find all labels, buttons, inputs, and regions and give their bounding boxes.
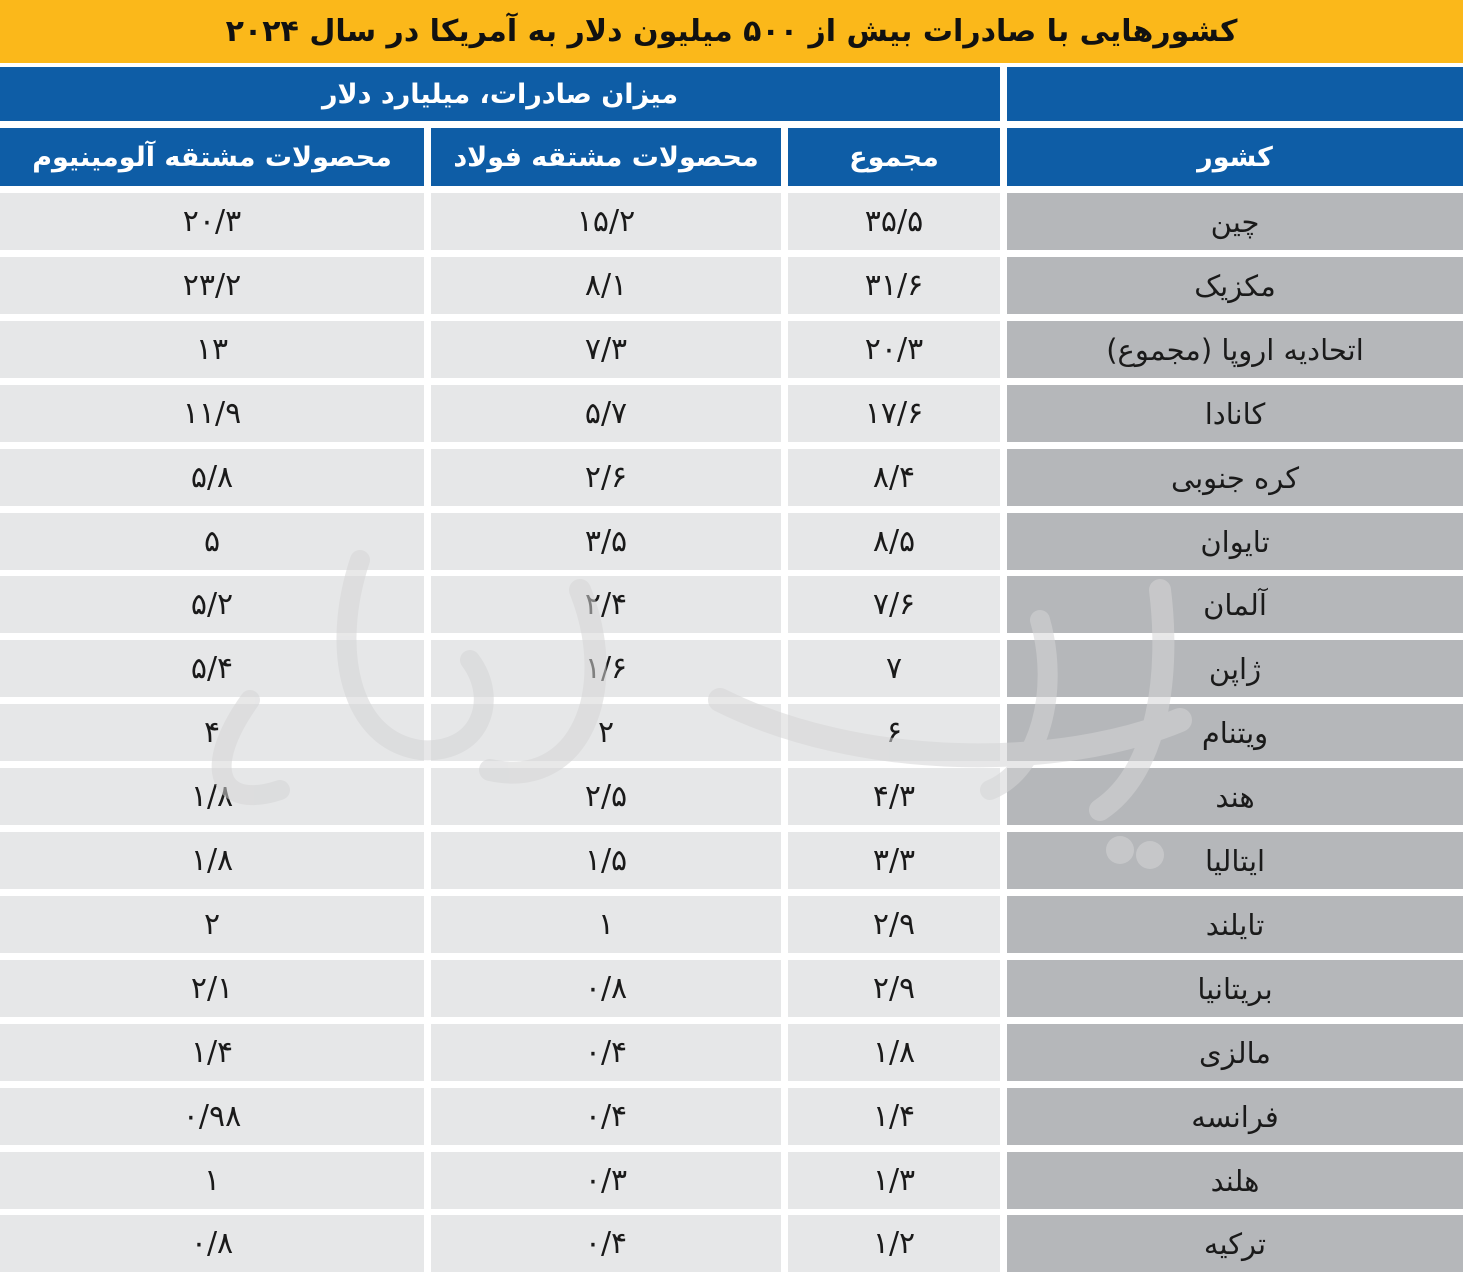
cell-aluminum: ۰/۹۸: [0, 1088, 424, 1145]
cell-steel: ۰/۴: [431, 1215, 781, 1272]
cell-total: ۳/۳: [788, 832, 1000, 889]
cell-country: تایوان: [1007, 513, 1463, 570]
cell-steel: ۲/۵: [431, 768, 781, 825]
cell-country: کره جنوبی: [1007, 449, 1463, 506]
cell-aluminum: ۱۱/۹: [0, 385, 424, 442]
cell-total: ۶: [788, 704, 1000, 761]
cell-total: ۴/۳: [788, 768, 1000, 825]
cell-steel: ۳/۵: [431, 513, 781, 570]
cell-steel: ۰/۴: [431, 1088, 781, 1145]
cell-country: اتحادیه اروپا (مجموع): [1007, 321, 1463, 378]
cell-aluminum: ۲۰/۳: [0, 193, 424, 250]
cell-total: ۸/۴: [788, 449, 1000, 506]
cell-total: ۲۰/۳: [788, 321, 1000, 378]
title-bar: [0, 0, 1463, 63]
cell-aluminum: ۴: [0, 704, 424, 761]
cell-total: ۲/۹: [788, 960, 1000, 1017]
table-title: کشورهایی با صادرات بیش از ۵۰۰ میلیون دلار به آمریکا در سال ۲۰۲۴: [225, 14, 1238, 49]
cell-aluminum: ۱/۸: [0, 768, 424, 825]
cell-steel: ۰/۴: [431, 1024, 781, 1081]
cell-aluminum: ۲/۱: [0, 960, 424, 1017]
cell-country: مکزیک: [1007, 257, 1463, 314]
cell-country: هند: [1007, 768, 1463, 825]
col-header-aluminum: محصولات مشتقه آلومینیوم: [0, 128, 424, 186]
cell-total: ۷: [788, 640, 1000, 697]
cell-country: بریتانیا: [1007, 960, 1463, 1017]
col-header-steel: محصولات مشتقه فولاد: [431, 128, 781, 186]
cell-country: ویتنام: [1007, 704, 1463, 761]
cell-steel: ۰/۸: [431, 960, 781, 1017]
cell-country: ژاپن: [1007, 640, 1463, 697]
cell-country: کانادا: [1007, 385, 1463, 442]
cell-aluminum: ۲۳/۲: [0, 257, 424, 314]
cell-total: ۱۷/۶: [788, 385, 1000, 442]
cell-steel: ۱: [431, 896, 781, 953]
cell-aluminum: ۵: [0, 513, 424, 570]
cell-aluminum: ۰/۸: [0, 1215, 424, 1272]
cell-steel: ۵/۷: [431, 385, 781, 442]
cell-aluminum: ۱: [0, 1152, 424, 1209]
cell-steel: ۲: [431, 704, 781, 761]
cell-total: ۱/۲: [788, 1215, 1000, 1272]
cell-country: فرانسه: [1007, 1088, 1463, 1145]
cell-aluminum: ۵/۸: [0, 449, 424, 506]
cell-aluminum: ۵/۴: [0, 640, 424, 697]
cell-steel: ۷/۳: [431, 321, 781, 378]
cell-steel: ۱/۵: [431, 832, 781, 889]
cell-country: چین: [1007, 193, 1463, 250]
cell-steel: ۲/۴: [431, 576, 781, 633]
cell-steel: ۱/۶: [431, 640, 781, 697]
cell-country: ترکیه: [1007, 1215, 1463, 1272]
cell-aluminum: ۱۳: [0, 321, 424, 378]
cell-steel: ۱۵/۲: [431, 193, 781, 250]
cell-steel: ۰/۳: [431, 1152, 781, 1209]
cell-country: مالزی: [1007, 1024, 1463, 1081]
group-header-empty: [1007, 67, 1463, 121]
cell-steel: ۸/۱: [431, 257, 781, 314]
cell-country: آلمان: [1007, 576, 1463, 633]
cell-aluminum: ۱/۸: [0, 832, 424, 889]
cell-total: ۱/۳: [788, 1152, 1000, 1209]
cell-country: هلند: [1007, 1152, 1463, 1209]
cell-aluminum: ۵/۲: [0, 576, 424, 633]
cell-total: ۳۱/۶: [788, 257, 1000, 314]
cell-total: ۲/۹: [788, 896, 1000, 953]
cell-steel: ۲/۶: [431, 449, 781, 506]
cell-total: ۷/۶: [788, 576, 1000, 633]
group-header: میزان صادرات، میلیارد دلار: [0, 67, 1000, 121]
cell-country: تایلند: [1007, 896, 1463, 953]
cell-aluminum: ۲: [0, 896, 424, 953]
col-header-country: کشور: [1007, 128, 1463, 186]
col-header-total: مجموع: [788, 128, 1000, 186]
cell-aluminum: ۱/۴: [0, 1024, 424, 1081]
cell-total: ۸/۵: [788, 513, 1000, 570]
cell-total: ۱/۴: [788, 1088, 1000, 1145]
cell-total: ۱/۸: [788, 1024, 1000, 1081]
cell-country: ایتالیا: [1007, 832, 1463, 889]
cell-total: ۳۵/۵: [788, 193, 1000, 250]
